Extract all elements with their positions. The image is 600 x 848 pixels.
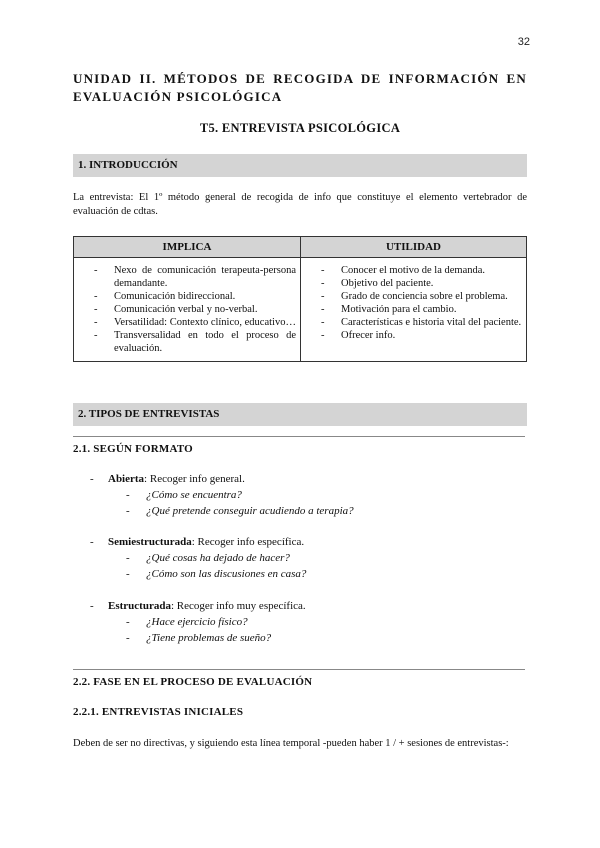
list-item: - Motivación para el cambio. — [321, 304, 457, 315]
question-item: - ¿Cómo son las discusiones en casa? — [126, 568, 307, 580]
subheading-segun-formato: 2.1. SEGÚN FORMATO — [73, 443, 193, 455]
section-heading-tipos: 2. TIPOS DE ENTREVISTAS — [73, 403, 527, 426]
implica-cell — [74, 258, 301, 362]
topic-title: T5. ENTREVISTA PSICOLÓGICA — [199, 121, 401, 135]
list-item: - Grado de conciencia sobre el problema. — [321, 291, 508, 302]
list-item: - Nexo de comunicación terapeuta-persona demandante. — [94, 265, 296, 289]
list-item: - Comunicación verbal y no-verbal. — [94, 304, 258, 315]
table-header-utilidad: UTILIDAD — [301, 237, 527, 258]
list-item-semiestructurada: - Semiestructurada: Recoger info específica. — [90, 536, 305, 548]
list-item: - Objetivo del paciente. — [321, 278, 434, 289]
list-item: - Versatilidad: Contexto clínico, educativo… — [94, 317, 296, 328]
question-item: - ¿Cómo se encuentra? — [126, 489, 242, 501]
divider — [73, 436, 525, 437]
question-item: - ¿Hace ejercicio físico? — [126, 616, 248, 628]
entrevistas-iniciales-paragraph: Deben de ser no directivas, y siguiendo esta línea temporal -pueden haber 1 / + sesiones de entrevistas-: — [73, 738, 509, 749]
question-item: - ¿Qué pretende conseguir acudiendo a terapia? — [126, 505, 354, 517]
subheading-entrevistas-iniciales: 2.2.1. ENTREVISTAS INICIALES — [73, 706, 244, 718]
list-item: - Comunicación bidireccional. — [94, 291, 236, 302]
list-item-abierta: - Abierta: Recoger info general. — [90, 473, 245, 485]
subheading-fase-evaluacion: 2.2. FASE EN EL PROCESO DE EVALUACIÓN — [73, 676, 313, 688]
question-item: - ¿Tiene problemas de sueño? — [126, 632, 272, 644]
section-heading-introduccion: 1. INTRODUCCIÓN — [73, 154, 527, 177]
question-item: - ¿Qué cosas ha dejado de hacer? — [126, 552, 290, 564]
page-number: 32 — [517, 36, 530, 48]
list-item: - Ofrecer info. — [321, 330, 396, 341]
list-item: - Características e historia vital del paciente. — [321, 317, 522, 328]
divider — [73, 669, 525, 670]
implica-utilidad-table — [73, 236, 527, 362]
table-header-implica: IMPLICA — [74, 237, 301, 258]
unit-title: UNIDAD II. MÉTODOS DE RECOGIDA DE INFORMACIÓN EN EVALUACIÓN PSICOLÓGICA — [73, 71, 527, 104]
list-item-estructurada: - Estructurada: Recoger info muy específica. — [90, 600, 306, 612]
intro-paragraph: La entrevista: El 1º método general de recogida de info que constituye el elemento vertebrador de evaluación de cdtas. — [73, 192, 527, 217]
list-item: - Transversalidad en todo el proceso de evaluación. — [94, 330, 296, 354]
list-item: - Conocer el motivo de la demanda. — [321, 265, 486, 276]
utilidad-cell — [301, 258, 527, 362]
